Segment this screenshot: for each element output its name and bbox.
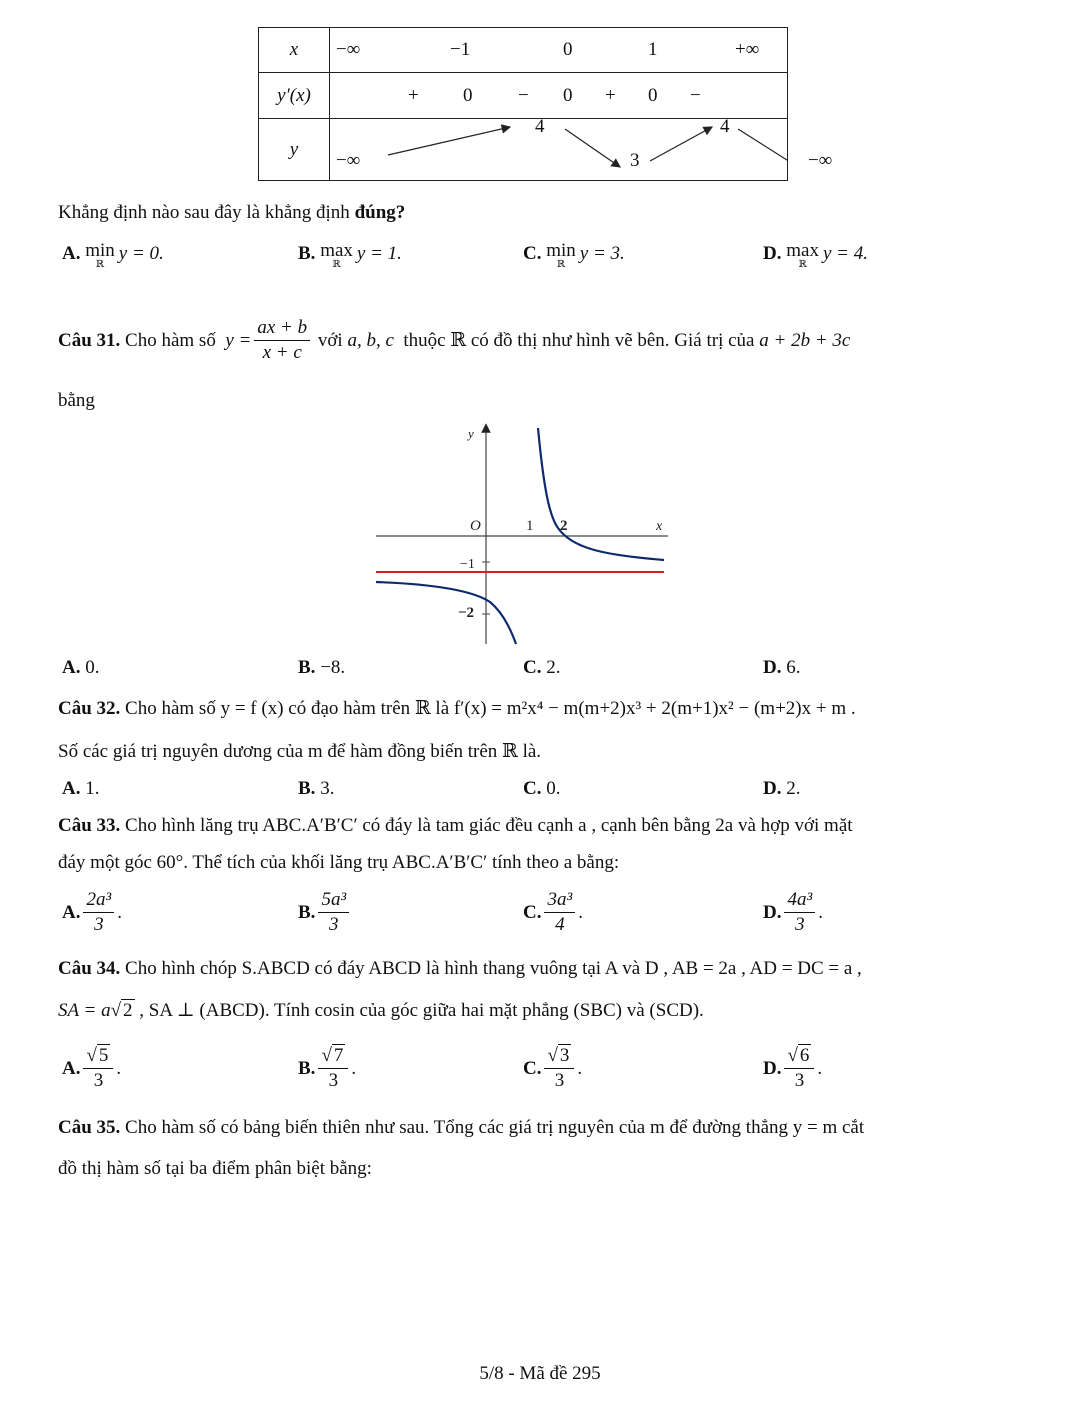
q31-option-d: D. 6.: [763, 657, 801, 678]
graph-tick-neg1: −1: [460, 557, 475, 572]
q30-option-b: B. max ℝ y = 1.: [298, 240, 402, 270]
vt-sign-2: 0: [463, 85, 473, 106]
vt-sign-1: +: [408, 85, 419, 106]
q35-line2: đồ thị hàm số tại ba điểm phân biệt bằng:: [58, 1158, 372, 1179]
q32-option-c: C. 0.: [523, 778, 561, 799]
vt-sign-4: 0: [563, 85, 573, 106]
vt-x-pos-inf: +∞: [735, 39, 760, 60]
graph-curve-left: [376, 582, 516, 644]
vt-y-label: y: [289, 138, 299, 160]
vt-x-neg-inf: −∞: [336, 39, 361, 60]
graph-curve-right: [538, 428, 664, 560]
q33-option-b: B. $\frac{\text{5a³}}{3}$: [298, 890, 352, 935]
vt-yprime-label: y′(x): [277, 84, 311, 106]
q33-line2: đáy một góc 60°. Thể tích của khối lăng trụ ABC.A′B′C′ tính theo a bằng:: [58, 852, 620, 873]
q30-prompt: Khẳng định nào sau đây là khẳng định đúng?: [58, 202, 406, 223]
graph-x-label: x: [656, 519, 663, 534]
q31-number: Câu 31.: [58, 329, 121, 351]
vt-y-min: 3: [630, 150, 640, 171]
vt-arrow-down-1: [565, 129, 620, 167]
vt-x-neg1: −1: [450, 39, 471, 60]
q31-text-bang: bằng: [58, 390, 95, 411]
vt-y-neg-inf-left: −∞: [336, 150, 361, 171]
page-footer: 5/8 - Mã đề 295: [479, 1363, 601, 1384]
q31-text: Câu 31. Cho hàm số y = $\frac{ax + b}{x + c}$ với a, b, c thuộc ℝ có đồ thị như hình vẽ bên. Giá trị của a + 2b + 3c: [58, 317, 851, 363]
q31-graph: [372, 422, 672, 647]
graph-tick-neg2: −2: [458, 605, 475, 621]
variation-table: [258, 27, 833, 181]
vt-arrow-up-2: [650, 127, 712, 161]
graph-y-label: y: [468, 426, 474, 441]
q31-fraction: $\frac{ax + b}{x + c}$: [254, 318, 310, 363]
q31-option-c: C. 2.: [523, 657, 561, 678]
q32-option-a: A. 1.: [62, 778, 100, 799]
q33-option-d: D. $\frac{\text{4a³}}{3}$ .: [763, 889, 823, 935]
q30-option-a: A. min ℝ y = 0.: [62, 240, 164, 270]
vt-y-max2: 4: [720, 116, 730, 137]
vt-sign-7: −: [690, 85, 701, 106]
vt-x-label: x: [289, 39, 299, 60]
vt-y-neg-inf-right: −∞: [808, 150, 833, 171]
q34-option-c: C. $\frac{√ 3}{3}$ .: [523, 1045, 583, 1091]
q32-line1: Câu 32. Cho hàm số y = f (x) có đạo hàm trên ℝ là f′(x) = m²x⁴ − m(m+2)x³ + 2(m+1)x² − (m+2)x + m .: [58, 698, 856, 719]
q31-option-a: A. 0.: [62, 657, 100, 678]
q34-option-d: D. $\frac{√ 6}{3}$ .: [763, 1045, 823, 1091]
q33-line1: Câu 33. Cho hình lăng trụ ABC.A′B′C′ có đáy là tam giác đều cạnh a , cạnh bên bằng 2a và hợp với mặt: [58, 815, 853, 836]
graph-tick-2: 2: [560, 518, 568, 534]
q35-line1: Câu 35. Cho hàm số có bảng biến thiên như sau. Tổng các giá trị nguyên của m để đường thẳng y = m cắt: [58, 1117, 865, 1138]
q32-option-b: B. 3.: [298, 778, 335, 799]
q32-option-d: D. 2.: [763, 778, 801, 799]
q33-option-a: A. $\frac{\text{2a³}}{3}$ .: [62, 889, 122, 935]
q34-line2: SA = a√ 2 , SA ⊥ (ABCD). Tính cosin của góc giữa hai mặt phẳng (SBC) và (SCD).: [58, 1000, 704, 1021]
vt-sign-5: +: [605, 85, 616, 106]
vt-x-1: 1: [648, 39, 658, 60]
q31-option-b: B. −8.: [298, 657, 346, 678]
q32-line2: Số các giá trị nguyên dương của m để hàm đồng biến trên ℝ là.: [58, 741, 542, 762]
graph-origin-label: O: [470, 518, 481, 534]
q30-option-d: D. max ℝ y = 4.: [763, 240, 868, 270]
vt-arrow-up-1: [388, 127, 510, 155]
q34-line1: Câu 34. Cho hình chóp S.ABCD có đáy ABCD là hình thang vuông tại A và D , AB = 2a , AD = DC = a ,: [58, 958, 862, 979]
q34-option-b: B. $\frac{√ 7}{3}$ .: [298, 1045, 357, 1091]
vt-x-0: 0: [563, 39, 573, 60]
q30-option-c: C. min ℝ y = 3.: [523, 240, 625, 270]
vt-y-max1: 4: [535, 116, 545, 137]
q33-option-c: C. $\frac{\text{3a³}}{4}$ .: [523, 889, 583, 935]
vt-arrow-down-2: [738, 129, 788, 167]
vt-sign-6: 0: [648, 85, 658, 106]
q34-option-a: A. $\frac{√ 5}{3}$ .: [62, 1045, 122, 1091]
vt-sign-3: −: [518, 85, 529, 106]
graph-tick-1: 1: [526, 518, 534, 534]
